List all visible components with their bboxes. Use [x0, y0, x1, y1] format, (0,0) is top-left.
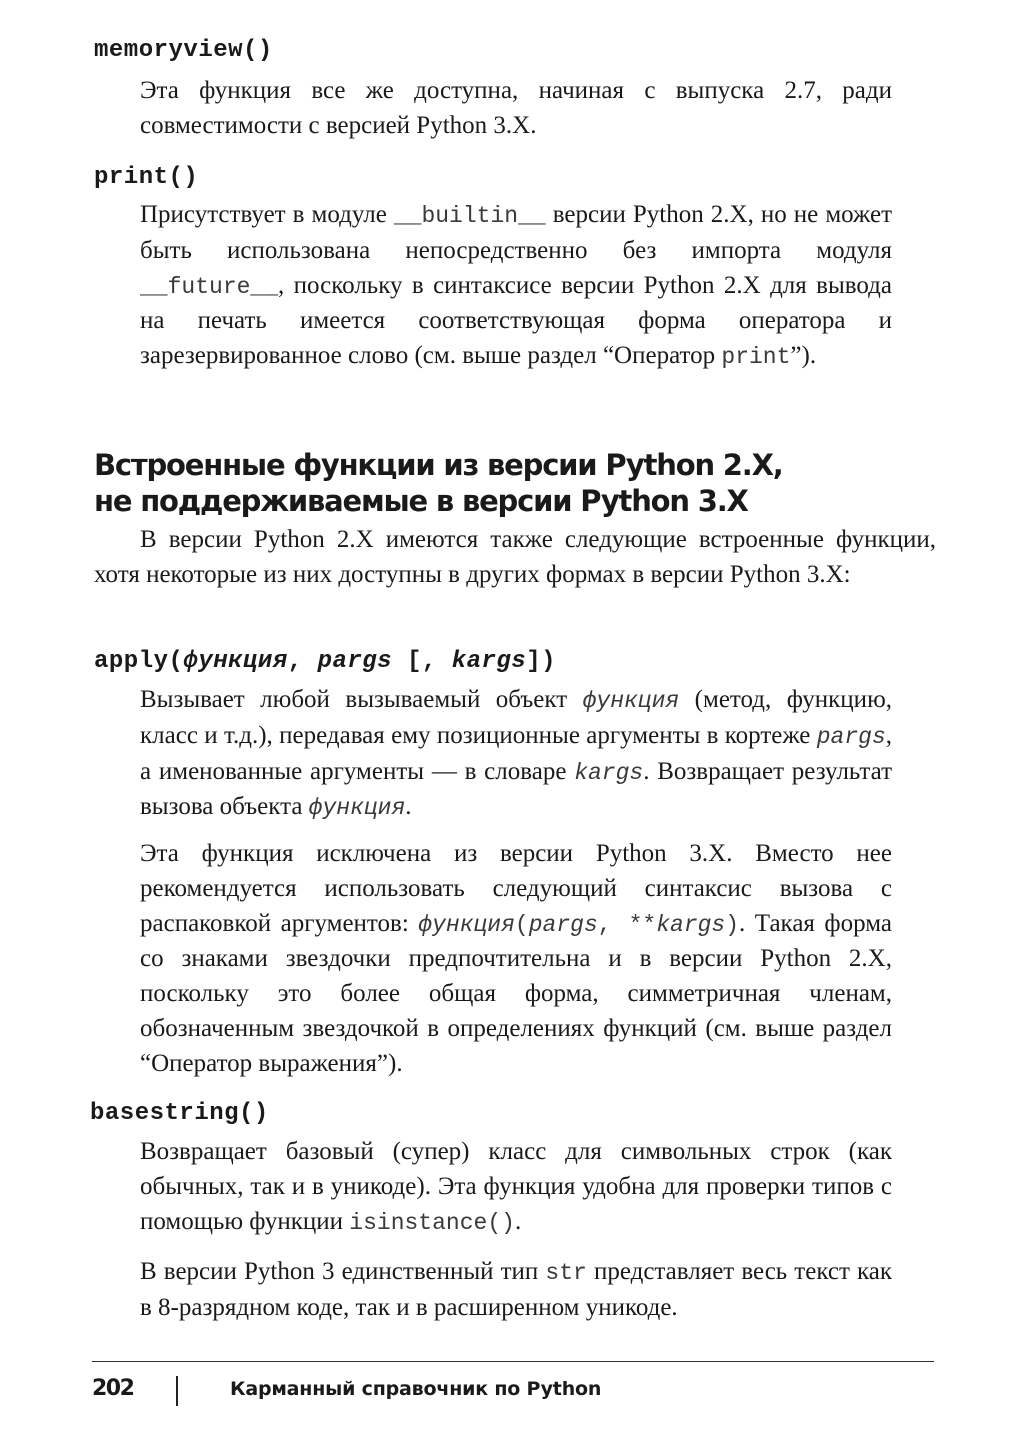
entry-desc-memoryview: Эта функция все же доступна, начиная с выпуска 2.7, ради совместимости с версией Python 3.X. [140, 77, 892, 139]
footer-separator [176, 1376, 178, 1406]
apply-p2-text-1: Эта функция исключена из версии Python 3.X. Вместо нее рекомендуется использовать следующий синтаксис вызова с распаковкой аргументов: [140, 840, 892, 937]
apply-p2-code-kargs: kargs [656, 911, 726, 938]
apply-sig-arg-pargs: pargs [317, 648, 393, 675]
apply-p1-text-2: (метод, функцию, класс и т.д.), передавая ему позиционные аргументы в кортеже [140, 686, 892, 749]
entry-name-apply [94, 647, 556, 677]
basestring-p1-text-1: Возвращает базовый (супер) класс для символьных строк (как обычных, так и в уникоде). Эта функция удобна для проверки типов с помощью функции [140, 1138, 892, 1235]
section-heading-line-1: Встроенные функции из версии Python 2.X, [94, 448, 783, 482]
section-heading-line-2: не поддерживаемые в версии Python 3.X [94, 484, 748, 518]
section-intro: В версии Python 2.X имеются также следующие встроенные функции, хотя некоторые из них доступны в других формах в версии Python 3.X: [94, 526, 936, 588]
print-desc-text-2: версии Python 2.X, но не может быть использована непосредственно без импорта модуля [140, 201, 892, 264]
basestring-p1-text-2: . [514, 1207, 522, 1235]
apply-sig-3: [, [392, 648, 452, 675]
apply-p2-code-paren-open: ( [514, 911, 529, 938]
entry-name-print: print() [94, 164, 199, 191]
apply-p1-text-4: . Возвращает результат вызова объекта [140, 757, 892, 821]
apply-p1-code-kargs: kargs [574, 759, 644, 786]
print-desc-text-3: , поскольку в синтаксисе версии Python 2.X для вывода на печать имеется соответствующая форма оператора и зарезервированное слово (см. выше раздел “Оператор [140, 271, 892, 370]
apply-p2-code-pargs: pargs [528, 911, 598, 938]
basestring-code-str: str [545, 1260, 587, 1286]
print-code-print: print [721, 344, 791, 371]
footer-divider [92, 1361, 934, 1362]
running-title: Карманный справочник по Python [230, 1378, 602, 1400]
apply-p2-code-stars: , ** [597, 911, 657, 938]
apply-p2-code-paren-close: ) [725, 911, 740, 938]
apply-sig-arg-kargs: kargs [451, 648, 527, 675]
apply-sig-arg-function: функция [183, 648, 288, 675]
apply-p2-text-2: . Такая форма со знаками звездочки предпочтительна и в версии Python 2.X, поскольку это более общая форма, симметричная членам, обозначенным звездочкой в определениях функций (см. выше раздел “Оператор выражения”). [140, 909, 892, 1077]
basestring-desc-1 [140, 1135, 892, 1240]
print-code-future: __future__ [140, 273, 279, 300]
basestring-p2-text-1: В версии Python 3 единственный тип [140, 1258, 546, 1285]
apply-p1-text-5: . [405, 793, 412, 821]
print-code-builtin: __builtin__ [393, 203, 546, 229]
apply-p1-code-pargs: pargs [816, 723, 886, 750]
apply-p1-code-function-2: функция [308, 795, 406, 822]
apply-desc-1 [140, 683, 892, 826]
apply-p1-text-1: Вызывает любой вызываемый объект [140, 686, 583, 713]
basestring-p2-text-2: представляет весь текст как в 8-разрядном коде, так и в расширенном уникоде. [140, 1258, 892, 1321]
section-heading [94, 447, 783, 519]
entry-desc-print [140, 198, 892, 375]
print-desc-text-4: ”). [790, 342, 817, 370]
apply-p2-code-function: функция [418, 911, 515, 938]
apply-sig-4: ]) [526, 648, 557, 675]
apply-desc-2 [140, 837, 892, 1082]
apply-p1-code-function: функция [582, 688, 680, 714]
entry-name-basestring: basestring() [90, 1100, 269, 1127]
print-desc-text-1: Присутствует в модуле [140, 201, 394, 228]
page-number: 202 [92, 1376, 134, 1401]
apply-sig-1: apply( [94, 648, 184, 675]
basestring-code-isinstance: isinstance() [349, 1209, 515, 1236]
basestring-desc-2 [140, 1255, 892, 1326]
apply-sig-2: , [287, 648, 318, 675]
apply-p1-text-3: , а именованные аргументы — в словаре [140, 721, 892, 785]
entry-name-memoryview: memoryview() [94, 37, 273, 64]
